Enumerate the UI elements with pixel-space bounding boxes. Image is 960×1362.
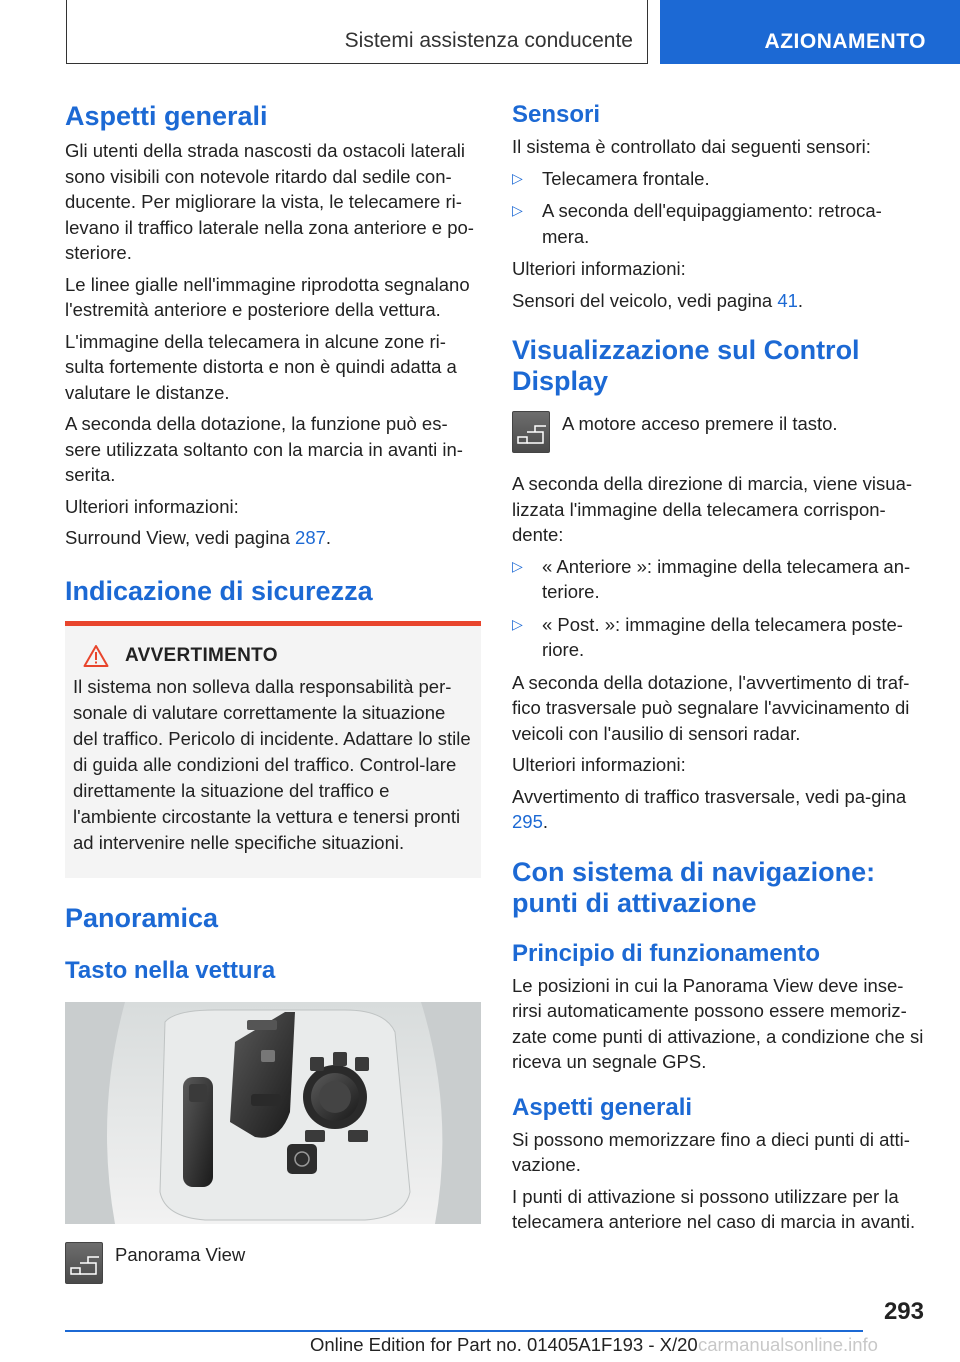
camera-view-icon	[66, 1243, 104, 1285]
center-console-illustration	[65, 1002, 481, 1224]
camera-view-icon	[513, 412, 551, 454]
heading-principle: Principio di funzionamento	[512, 939, 820, 967]
heading-navigation: Con sistema di navigazione: punti di attivazione	[512, 856, 876, 918]
paragraph: L'immagine della telecamera in alcune zone ri-sulta fortemente distorta e non è quindi adatta a valutare le distanze.	[65, 330, 457, 403]
paragraph: Gli utenti della strada nascosti da ostacoli laterali sono visibili con notevole ritardo dal sedile con-ducente. Per migliorare la vista, le telecamere ri-levano il traffico laterale nella zona anteriore e po-steriore.	[65, 140, 474, 263]
direction-list	[512, 554, 924, 663]
sensor-list	[512, 166, 924, 250]
footer-divider	[65, 1330, 863, 1332]
heading-safety: Indicazione di sicurezza	[65, 575, 373, 606]
button-row-panorama	[65, 1242, 481, 1284]
paragraph: A seconda della direzione di marcia, viene visua-lizzata l'immagine della telecamera corrispon-dente:	[512, 473, 913, 545]
warning-box	[65, 626, 481, 878]
page-link-287[interactable]: 287	[295, 527, 326, 548]
header-chapter-tab	[660, 0, 960, 64]
paragraph: A seconda della dotazione, la funzione può es-sere utilizzata soltanto con la marcia in avanti in-serita.	[65, 413, 463, 485]
warning-text: Il sistema non solleva dalla responsabilità per-sonale di valutare correttamente la situazione del traffico. Pericolo di incidente. Adattare lo stile di guida alle condizioni del traffico. Control-lare direttamente la situazione del traffico e l'ambiente circostante la vettura e tenersi pronti ad intervenire nelle specifiche situazioni.	[73, 675, 471, 853]
bullet-triangle-icon: ▷	[512, 615, 523, 632]
paragraph: Le linee gialle nell'immagine riprodotta segnalano l'estremità anteriore e posteriore della vettura.	[65, 273, 470, 320]
list-item: ▷ « Post. »: immagine della telecamera poste-riore.	[512, 613, 903, 660]
header-section-tab	[66, 0, 648, 64]
heading-sensors: Sensori	[512, 101, 601, 128]
paragraph: Ulteriori informazioni:	[512, 754, 686, 775]
paragraph-reference: Sensori del veicolo, vedi pagina 41.	[512, 289, 804, 311]
heading-general-2: Aspetti generali	[512, 1093, 693, 1121]
header-chapter-title: AZIONAMENTO	[764, 30, 926, 53]
paragraph: I punti di attivazione si possono utilizzare per la telecamera anteriore nel caso di marcia in avanti.	[512, 1185, 916, 1232]
warning-triangle-icon	[83, 644, 109, 668]
bullet-triangle-icon: ▷	[512, 169, 523, 186]
warning-title-row	[73, 644, 473, 668]
paragraph: Ulteriori informazioni:	[65, 495, 239, 517]
list-item: ▷ A seconda dell'equipaggiamento: retroca-mera.	[512, 200, 882, 247]
paragraph-reference: Avvertimento di traffico trasversale, vedi pa-gina 295.	[512, 785, 907, 832]
paragraph: Si possono memorizzare fino a dieci punti di atti-vazione.	[512, 1128, 910, 1175]
page-link-295[interactable]: 295	[512, 811, 543, 832]
footer-edition: Online Edition for Part no. 01405A1F193 - X/20	[310, 1334, 698, 1355]
heading-overview: Panoramica	[65, 902, 219, 933]
button-instruction: A motore acceso premere il tasto.	[562, 413, 838, 434]
left-column	[65, 100, 481, 1284]
heading-general: Aspetti generali	[65, 101, 268, 131]
bullet-triangle-icon: ▷	[512, 202, 523, 218]
panorama-view-label: Panorama View	[115, 1243, 246, 1265]
footer-watermark[interactable]: carmanualsonline.info	[698, 1334, 878, 1355]
paragraph: A seconda della dotazione, l'avvertimento di traf-fico trasversale può segnalare l'avvicinamento di veicoli con l'ausilio di sensori radar.	[512, 671, 910, 744]
page-number: 293	[883, 1298, 924, 1325]
paragraph: Ulteriori informazioni:	[512, 258, 686, 279]
list-item: ▷ « Anteriore »: immagine della telecamera an-teriore.	[512, 555, 911, 602]
bullet-triangle-icon: ▷	[512, 557, 523, 574]
page-link-41[interactable]: 41	[777, 289, 798, 311]
heading-control-display: Visualizzazione sul Control Display	[512, 335, 860, 396]
button-row-control-display	[512, 411, 924, 453]
right-column	[512, 100, 924, 1241]
car-console-photo	[65, 1002, 481, 1224]
paragraph: Il sistema è controllato dai seguenti sensori:	[512, 136, 871, 157]
panorama-view-button-icon	[65, 1242, 103, 1284]
header-section-title: Sistemi assistenza conducente	[344, 29, 633, 52]
list-item: ▷ Telecamera frontale.	[512, 166, 924, 192]
paragraph: Le posizioni in cui la Panorama View deve inse-rirsi automaticamente possono essere memoriz-zate come punti di attivazione, a condizione che si riceva un segnale GPS.	[512, 974, 924, 1072]
paragraph-reference: Surround View, vedi pagina 287.	[65, 527, 332, 548]
warning-title: AVVERTIMENTO	[125, 644, 278, 666]
camera-button-icon	[512, 411, 550, 453]
heading-button-in-car: Tasto nella vettura	[65, 956, 276, 984]
